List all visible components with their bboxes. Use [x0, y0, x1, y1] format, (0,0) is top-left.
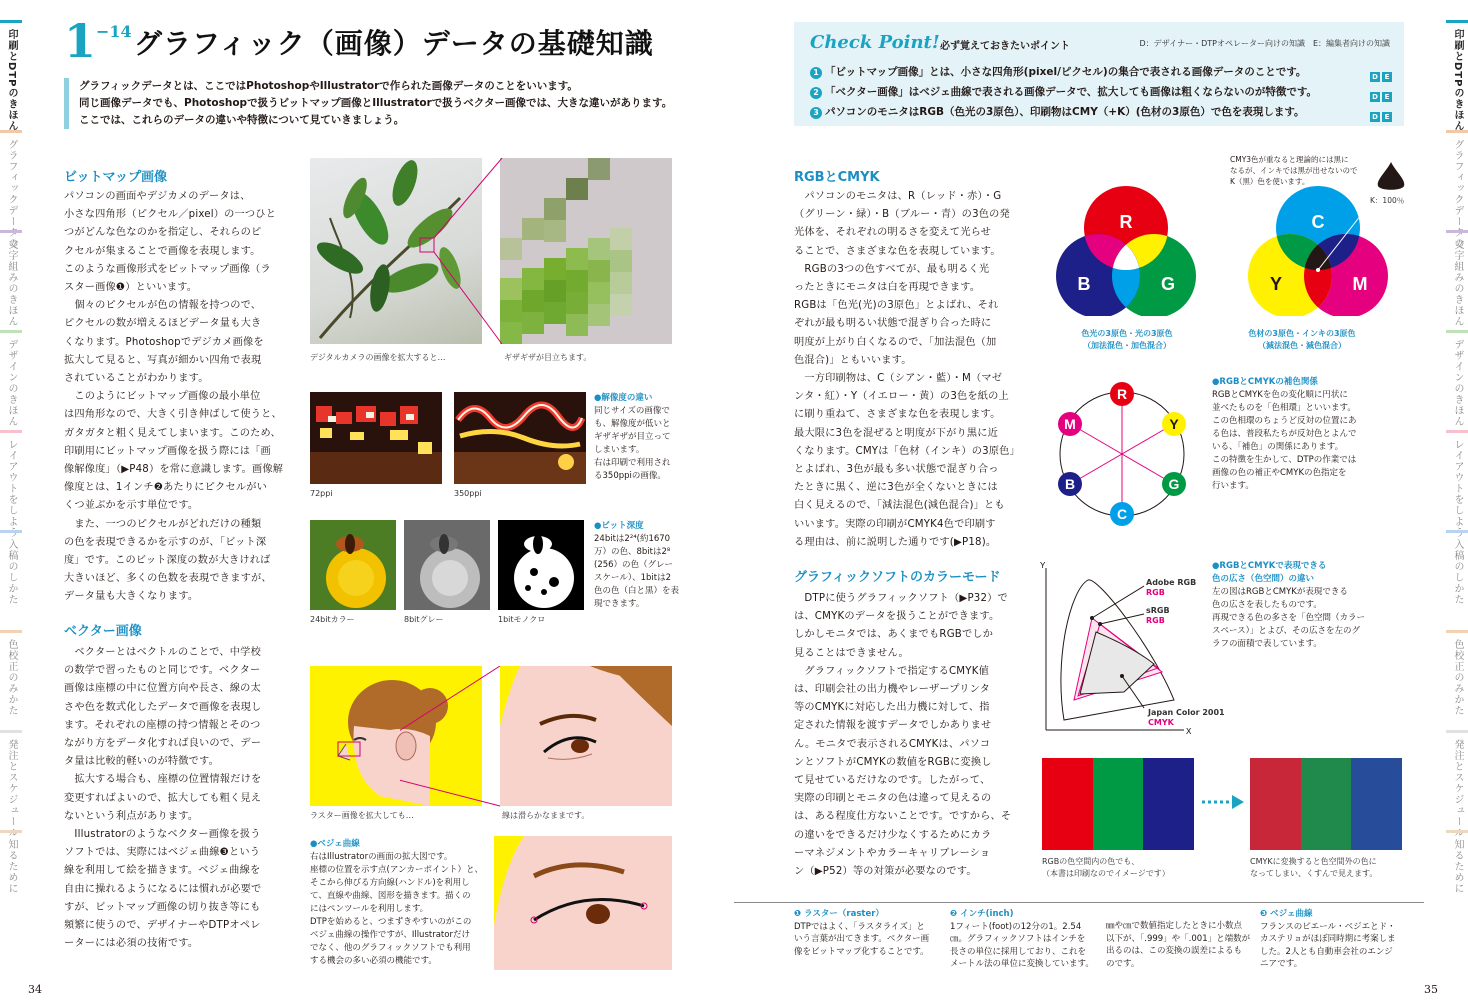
note-gamut: [1212, 560, 1365, 651]
body-line: スター画像❶）といいます。: [64, 282, 198, 294]
note-line: 24bitは2²⁴(約1670: [594, 534, 671, 544]
footnote-line: メートル法の単位に変換しています。: [950, 959, 1094, 969]
caption-1bit: 1bitモノクロ: [498, 615, 546, 624]
body-line: ーターには必須の技術です。: [64, 938, 199, 950]
note-line: なるが、インキでは黒が出せないので: [1230, 166, 1358, 175]
markers-1: D E: [1370, 64, 1394, 83]
axis-y-label: Y: [1040, 561, 1046, 570]
footnote-line: フランスのピエール・ベジエとド・: [1260, 921, 1396, 932]
black-ink-drop-icon: [1374, 160, 1408, 192]
label-text: RGB: [1146, 616, 1165, 625]
side-tab[interactable]: 知るために: [0, 830, 22, 920]
neon-photo-350ppi: [454, 392, 586, 484]
gamut-adobe-label: [1146, 578, 1196, 598]
note-line: 左の図はRGBとCMYKが表現できる: [1212, 587, 1348, 597]
label-text: Adobe RGB: [1146, 578, 1197, 587]
note-line: 万）の色、8bitは2⁸: [594, 547, 671, 557]
page-number-right: 35: [1424, 983, 1438, 996]
footnote-inch: [950, 908, 1094, 971]
body-line: ベクターとはベクトルのことで、中学校: [64, 647, 261, 658]
vector-zoom-connector: [400, 666, 510, 816]
body-line: 拡大する場合も、座標の位置情報だけを: [64, 774, 262, 786]
body-line: Illustratorのようなベクター画像を扱う: [64, 829, 261, 841]
body-line: くつ並ぶかを示す単位です。: [64, 500, 199, 512]
rgb-heading: RGBとCMYK: [794, 170, 880, 185]
caption-raster-zoom: ラスター画像を拡大しても…: [310, 811, 414, 820]
axis-x-label: X: [1186, 727, 1192, 736]
body-line: RGBは「色光(光)の3原色」とよばれ、それ: [794, 300, 999, 312]
note-line: 色の広さを表したものです。: [1212, 600, 1322, 610]
checkpoint-text: 「ベクター画像」はベジェ曲線で表される画像データで、拡大しても画像は粗くならないのが特徴です。: [825, 86, 1318, 98]
footnote-line: 1フィート(foot)の12分の1。2.54: [950, 921, 1082, 932]
footnote-line: 出るのは、この変換の誤差によるも: [1106, 946, 1243, 956]
footnote-line: 長さの単位に採用しており、これを: [950, 946, 1087, 957]
body-line: に刷り重ねて、さまざまな色を表現します。: [794, 409, 1001, 421]
note-line: 色の色（白と黒）を表: [594, 586, 680, 596]
body-line: ぞれが最も明るい状態で混ぎり合った時に: [794, 318, 992, 330]
side-tab[interactable]: 色校正のみかた: [0, 630, 22, 730]
body-line: は、印刷会社の出力機やレーザープリンタ: [794, 684, 991, 696]
body-line: ないという利点があります。: [64, 810, 199, 822]
body-line: また、一つのピクセルがどれだけの種類: [64, 518, 262, 530]
note-line: 再現できる色の多さを「色空間（カラー: [1212, 613, 1366, 623]
caption-smooth: 線は滑らかなままです。: [502, 811, 590, 820]
note-title: ●ビット深度: [594, 521, 644, 531]
body-line: 最大限に3色を混ぜると明度が下がり黒に近: [794, 427, 999, 439]
caption-line: CMYKに変換すると色空間外の色に: [1250, 857, 1377, 866]
note-title: ●RGBとCMYKで表現できる: [1212, 561, 1327, 571]
body-line: 度」です。このビット深度の数が大きければ: [64, 555, 271, 567]
body-line: ンタ・紅）・Y（イエロー・黄）の3色を紙の上: [794, 391, 1009, 403]
caption-8bit: 8bitグレー: [404, 615, 444, 624]
note-line: て、直線や曲線、図形を描きます。描くの: [310, 891, 471, 901]
footnote-line: カステリョがほぼ同時期に考案しま: [1260, 934, 1396, 944]
caption-line: なってしまい、くすんで見えます。: [1250, 869, 1378, 878]
footnote-line: した。2人とも自動車会社のエンジ: [1260, 946, 1393, 957]
swatch-red-dull: [1250, 758, 1301, 850]
body-line: さや色を数式化したデータで画像を表現し: [64, 701, 262, 713]
wheel-g: G: [1168, 476, 1180, 492]
note-line: この色相環のちょうど反対の位置にあ: [1212, 416, 1357, 426]
page-number-left: 34: [28, 983, 42, 996]
footnote-line: のです。: [1106, 958, 1140, 969]
side-tab[interactable]: レイアウトをしよう: [1446, 430, 1468, 530]
note-title: ●ベジェ曲線: [310, 839, 360, 849]
body-line: 等のCMYKに対応した出力機に対して、指: [794, 702, 990, 714]
footnote-line: いう言葉が出てきます。ベクター画: [794, 934, 930, 944]
swatch-red: [1042, 758, 1093, 850]
footnote-rule: [734, 902, 1424, 903]
body-line: は四角形なので、大きく引き伸ばして使うと、: [64, 409, 282, 421]
checkpoint-item: [810, 84, 1317, 99]
note-line: (256）の色（グレー: [594, 560, 674, 570]
label-text: Japan Color 2001: [1148, 708, 1225, 717]
chapter-subnumber: −14: [96, 22, 132, 41]
footnote-line: ニアです。: [1260, 959, 1303, 969]
body-line: パソコンのモニタは、R（レッド・赤）・G: [794, 191, 1002, 202]
side-tab[interactable]: グラフィックデータの: [0, 130, 22, 230]
black-ink-note: [1230, 154, 1358, 187]
checkpoint-text: パソコンのモニタはRGB（色光の3原色）、印刷物はCMY（+K）(色材の3原色）で色を表現します。: [825, 106, 1305, 118]
note-line: DTPを始めると、つまずきやすいのがこの: [310, 917, 472, 927]
arrow-icon: [1200, 792, 1246, 812]
number-badge: 1: [810, 67, 822, 79]
flower-photo-24bit: [310, 520, 396, 610]
body-line: ったときにモニタは白を再現できます。: [794, 282, 981, 294]
side-tab[interactable]: 知るために: [1446, 830, 1468, 920]
note-line: も、解像度が低いと: [594, 419, 671, 429]
cmy-caption: [1240, 328, 1364, 352]
side-tab[interactable]: デザインのきほん: [1446, 330, 1468, 430]
body-line: 実際の印刷とモニタの色は違って見えるの: [794, 793, 992, 805]
note-line: ベジェ曲線の操作ですが、Illustratorだけ: [310, 930, 470, 940]
body-line: 線を利用して絵を描きます。ベジェ曲線を: [64, 865, 261, 877]
side-tabs-right: [1446, 20, 1468, 920]
bitmap-body: [64, 188, 284, 607]
body-line: このようにビットマップ画像の最小単位: [64, 391, 261, 403]
caption-line: RGBの色空間内の色でも、: [1042, 857, 1140, 866]
lead-line: ここでは、これらのデータの違いや特徴について見ていきましょう。: [79, 114, 405, 126]
side-tab[interactable]: 色校正のみかた: [1446, 630, 1468, 730]
cmyk-swatch-caption: [1250, 856, 1377, 880]
side-tab[interactable]: 印刷とDTPのきほん: [1446, 20, 1468, 130]
body-line: ガタガタと粗く見えてしまいます。このため、: [64, 427, 281, 439]
body-line: 変更すればよいので、拡大しても粗く見え: [64, 792, 262, 804]
body-line: 自由に操れるようになるには慣れが必要で: [64, 883, 262, 895]
note-line: スペース）」とよび、その広さを左のグ: [1212, 626, 1360, 636]
note-bezier: [310, 838, 490, 968]
note-line: CMY3色が重なると理論的には黒に: [1230, 155, 1349, 164]
markers-2: D E: [1370, 84, 1394, 103]
body-line: このような画像形式をビットマップ画像（ラ: [64, 263, 271, 275]
body-line: ピクセルの数が増えるほどデータ量も大き: [64, 318, 262, 330]
note-line: 同じサイズの画像で: [594, 406, 670, 416]
gamut-srgb-label: [1146, 606, 1170, 626]
side-tab[interactable]: 発注とスケジュール: [0, 730, 22, 830]
footnote-title: ❸ ベジェ曲線: [1260, 909, 1313, 919]
checkpoint-item: [810, 64, 1306, 79]
note-line: でなく、他のグラフィックソフトでも利用: [310, 943, 471, 953]
footnote-line: ㎝。グラフィックソフトはインチを: [950, 934, 1086, 944]
caption-line: 色光の3原色・光の3原色: [1081, 329, 1173, 338]
caption-350ppi: 350ppi: [454, 489, 482, 498]
footnote-line: 像をビットマップ化することです。: [794, 946, 929, 957]
note-line: この特徴を生かして、DTPの作業では: [1212, 455, 1357, 465]
body-line: は、ある程度仕方ないことです。ですから、そ: [794, 811, 1012, 823]
caption-line: （加法混色・加色混合）: [1083, 341, 1171, 350]
note-line: K（黒）色を使います。: [1230, 177, 1310, 186]
footnote-line: DTPではよく、「ラスタライズ」と: [794, 921, 925, 932]
body-line: クセルが集まることで画像を表現します。: [64, 245, 261, 257]
pixelated-zoom-photo: [500, 158, 672, 344]
label-text: sRGB: [1146, 606, 1170, 615]
body-line: データ量も大きくなります。: [64, 591, 199, 603]
wheel-m: M: [1064, 416, 1076, 432]
label-r: R: [1119, 212, 1133, 232]
label-c: C: [1311, 212, 1325, 232]
body-line: 頻繁に使うので、デザイナーやDTPオペレ: [64, 920, 261, 932]
body-line: タ量は比較的軽いのが特徴です。: [64, 756, 219, 768]
side-tab[interactable]: デザインのきほん: [0, 330, 22, 430]
footnote-raster: [794, 908, 929, 958]
note-line: しまいます。: [594, 445, 645, 455]
body-line: る理由は、前に説明した通りです(▶P18)。: [794, 536, 997, 548]
side-tab[interactable]: 入稿のしかた: [1446, 530, 1468, 630]
vector-body: [64, 644, 278, 953]
label-y: Y: [1269, 274, 1283, 294]
lead-line: 同じ画像データでも、Photoshopで扱うビットマップ画像とIllustratorで扱うベクター画像では、大きな違いがあります。: [79, 97, 673, 109]
body-line: 印刷用にビットマップ画像を扱う際には「画: [64, 445, 271, 457]
k-label: K：100％: [1370, 196, 1405, 205]
body-line: されていることがわかります。: [64, 373, 209, 385]
checkpoint-text: 「ビットマップ画像」とは、小さな四角形(pixel/ピクセル)の集合で表される画像データのことです。: [825, 66, 1307, 78]
label-m: M: [1352, 274, 1368, 294]
label-b: B: [1077, 274, 1091, 294]
body-line: 白く見えるので、「減法混色(減色混合)」とも: [794, 500, 1005, 512]
page-title: グラフィック（画像）データの基礎知識: [134, 27, 654, 60]
footnote-bezier: [1260, 908, 1396, 971]
label-text: CMYK: [1148, 718, 1174, 727]
body-line: つがどんな色なのかを指定し、それらのピ: [64, 227, 262, 239]
rgb-additive-diagram: [1052, 186, 1202, 316]
note-line: にはペンツールを利用します。: [310, 904, 429, 914]
body-line: ン（▶P52）等の対策が必要なのです。: [794, 866, 977, 878]
neon-photo-72ppi: [310, 392, 442, 484]
body-line: 像度とは、1インチ❷あたりにピクセルがい: [64, 482, 267, 494]
swatch-green: [1093, 758, 1144, 850]
flower-photo-1bit: [498, 520, 584, 610]
body-line: すが、ビットマップ画像の切り抜き等にも: [64, 901, 261, 913]
gamut-japan-label: [1148, 708, 1225, 728]
note-line: そこから伸びる方向線(ハンドル)を利用し: [310, 878, 470, 888]
body-line: くなります。CMYは「色材（インキ）の3原色」: [794, 445, 1020, 457]
side-tab[interactable]: グラフィックデータの: [1446, 130, 1468, 230]
footnote-line: 以下が、「.999」や「.001」と端数が: [1106, 933, 1251, 944]
bezier-screen-zoom: [494, 836, 672, 970]
body-line: 拡大して見ると、写真が細かい四角で表現: [64, 354, 262, 366]
flower-photo-8bit: [404, 520, 490, 610]
caption-24bit: 24bitカラー: [310, 615, 355, 624]
checkpoint-legend: D：デザイナー・DTPオペレーター向けの知識 E：編集者向けの知識: [1139, 39, 1390, 48]
note-line: 並べたものを「色相環」といいます。: [1212, 403, 1356, 413]
color-wheel-diagram: [1052, 380, 1192, 530]
note-line: RGBとCMYKを色の変化順に円状に: [1212, 390, 1348, 400]
body-line: ん。モニタで表示されるCMYKは、パソコ: [794, 738, 991, 750]
body-line: DTPに使うグラフィックソフト（▶P32）で: [794, 593, 1008, 604]
wheel-b: B: [1064, 476, 1076, 492]
body-line: 明度が上がり白くなるので、「加法混色（加: [794, 336, 997, 348]
swatch-blue: [1143, 758, 1194, 850]
note-title: ●解像度の違い: [594, 393, 653, 403]
chapter-number: 1: [64, 14, 97, 68]
body-line: 個々のピクセルが色の情報を持つので、: [64, 300, 262, 312]
note-line: 右は印刷で利用され: [594, 458, 671, 468]
rgb-body: [794, 188, 1020, 552]
body-line: 光体を、それぞれの明るさを変えて光らせ: [794, 227, 992, 239]
note-bitdepth: [594, 520, 694, 611]
footnote-title: ❶ ラスター（raster）: [794, 909, 884, 919]
caption-72ppi: 72ppi: [310, 489, 333, 498]
body-line: の違いをできるだけ少なくするためにカラ: [794, 829, 992, 841]
side-tab[interactable]: 文字組みのきほん: [1446, 230, 1468, 330]
body-line: 像解像度」（▶P48）を常に意識します。画像解: [64, 464, 284, 476]
footnote-inch-cont: [1106, 920, 1250, 970]
note-line: 現できます。: [594, 599, 645, 609]
lead-paragraph: [64, 78, 699, 129]
label-text: RGB: [1146, 588, 1165, 597]
body-line: ーマネジメントやカラーキャリブレーショ: [794, 847, 991, 859]
note-line: ラフの面積で表しています。: [1212, 639, 1322, 649]
body-line: ながり方をデータ化すれば良いので、デー: [64, 738, 262, 750]
note-title: 色の広さ（色空間）の違い: [1212, 574, 1315, 584]
body-line: 画像は座標の中に位置方向や長さ、線の太: [64, 683, 261, 695]
caption-line: 色材の3原色・インキの3原色: [1248, 329, 1356, 338]
wheel-y: Y: [1169, 416, 1179, 432]
body-line: 大きいほど、多くの色数を表現できますが、: [64, 573, 272, 585]
swatch-green-dull: [1301, 758, 1352, 850]
rgb-caption: [1072, 328, 1182, 352]
body-line: 見ることはできません。: [794, 647, 909, 659]
body-line: は、CMYKのデータを扱うことができます。: [794, 611, 1000, 623]
body-line: しかしモニタでは、あくまでもRGBでしか: [794, 629, 994, 641]
note-line: 右はIllustratorの画面の拡大図です。: [310, 852, 453, 862]
right-page: [734, 0, 1468, 1000]
rgb-swatch: [1042, 758, 1194, 850]
note-line: る350ppiの画像。: [594, 471, 666, 481]
label-g: G: [1160, 274, 1176, 294]
side-tabs-left: [0, 20, 22, 920]
side-tab[interactable]: 印刷とDTPのきほん: [0, 20, 22, 130]
footnote-title: ❷ インチ(inch): [950, 909, 1014, 919]
caption-zoom-right: ギザギザが目立ちます。: [504, 353, 592, 362]
checkpoint-item: [810, 104, 1305, 119]
note-complement: [1212, 376, 1357, 493]
zoom-connector-lines: [420, 158, 520, 348]
body-line: たときに黒く、逆に3色が全くないときには: [794, 482, 998, 494]
wheel-c: C: [1116, 506, 1128, 522]
caption-line: （本書は印刷なのでイメージです）: [1042, 869, 1170, 878]
body-line: 色混合)」ともいいます。: [794, 354, 912, 366]
rgb-swatch-caption: [1042, 856, 1170, 880]
note-line: ギザギザが目立って: [594, 432, 671, 442]
note-resolution: [594, 392, 694, 483]
checkpoint-box: [794, 22, 1404, 126]
note-line: 座標の位置を示す点(アンカーポイント）と、: [310, 865, 483, 875]
footnote-line: ㎜や㎝で数値指定したときに小数点: [1106, 921, 1243, 931]
body-line: （グリーン・緑）・B（ブルー・青）の3色の発: [794, 209, 1010, 221]
body-line: ます。それぞれの座標の持つ情報とそのつ: [64, 719, 261, 731]
body-line: ンとソフトがCMYKの数値をRGBに変換し: [794, 756, 992, 768]
markers-3: D E: [1370, 104, 1394, 123]
body-line: いいます。実際の印刷がCMYK4色で印刷す: [794, 518, 996, 530]
side-tab[interactable]: レイアウトをしよう: [0, 430, 22, 530]
note-title: ●RGBとCMYKの補色関係: [1212, 377, 1318, 387]
body-line: RGBの3つの色すべてが、最も明るく光: [794, 263, 990, 275]
body-line: グラフィックソフトで指定するCMYK値: [794, 665, 989, 677]
side-tab[interactable]: 入稿のしかた: [0, 530, 22, 630]
number-badge: 3: [810, 107, 822, 119]
vector-zoom-eye: [500, 666, 672, 806]
body-line: 小さな四角形（ピクセル／pixel）の一つひと: [64, 209, 277, 221]
note-line: いる、「補色」の関係にあります。: [1212, 442, 1344, 452]
cmyk-swatch: [1250, 758, 1402, 850]
body-line: の数学で習ったものと同じです。ベクター: [64, 665, 261, 677]
body-line: ソフトでは、実際にはベジェ曲線❸という: [64, 847, 261, 859]
body-line: 定された情報を渡すデータでしかありませ: [794, 720, 992, 732]
body-line: とよばれ、3色が最も多い状態で混ぎり合っ: [794, 464, 999, 476]
software-body: [794, 590, 1012, 881]
note-line: る色は、普段私たちが反対色とよんで: [1212, 429, 1357, 439]
number-badge: 2: [810, 87, 822, 99]
checkpoint-subheading: 必ず覚えておきたいポイント: [940, 41, 1070, 52]
body-line: て見せているだけなのです。したがって、: [794, 775, 991, 787]
body-line: くなります。Photoshopでデジカメ画像を: [64, 336, 264, 348]
side-tab[interactable]: 文字組みのきほん: [0, 230, 22, 330]
software-heading: グラフィックソフトのカラーモード: [794, 570, 1001, 585]
lead-line: グラフィックデータとは、ここではPhotoshopやIllustratorで作られた画像データのことをいいます。: [79, 80, 578, 92]
note-line: 画像の色の補正やCMYKの色指定を: [1212, 468, 1347, 478]
bitmap-heading: ビットマップ画像: [64, 170, 167, 185]
wheel-r: R: [1116, 386, 1128, 402]
body-line: 一方印刷物は、C（シアン・藍）・M（マゼ: [794, 373, 1003, 385]
caption-zoom-left: デジタルカメラの画像を拡大すると…: [310, 353, 446, 362]
body-line: パソコンの画面やデジカメのデータは、: [64, 191, 251, 202]
checkpoint-heading: Check Point!: [810, 32, 940, 53]
caption-line: （減法混色・減色混合）: [1258, 341, 1346, 350]
note-line: スケール）、1bitは2: [594, 573, 671, 583]
swatch-blue-dull: [1351, 758, 1402, 850]
note-line: 行います。: [1212, 481, 1254, 491]
note-line: する機会の多い必須の機能です。: [310, 956, 437, 966]
vector-heading: ベクター画像: [64, 624, 142, 639]
body-line: ることで、さまざまな色を表現しています。: [794, 245, 1001, 257]
side-tab[interactable]: 発注とスケジュール: [1446, 730, 1468, 830]
body-line: の色を表現できるかを示すのが、「ビット深: [64, 536, 267, 548]
